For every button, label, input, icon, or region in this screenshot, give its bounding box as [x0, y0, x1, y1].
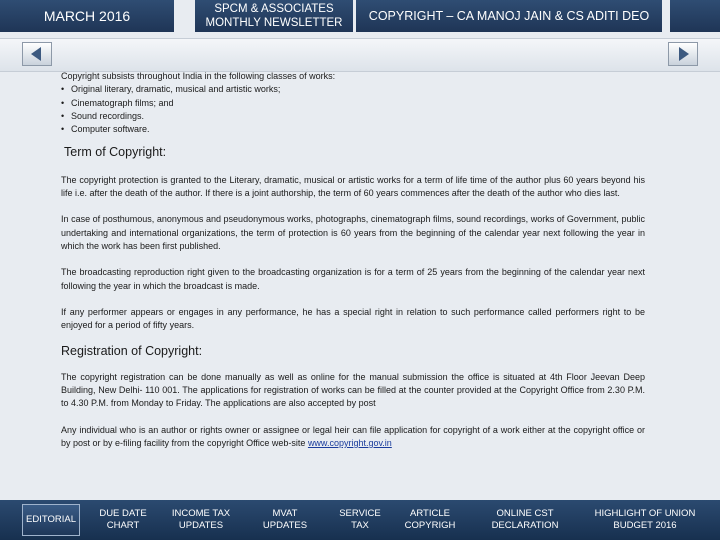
newsletter-title: SPCM & ASSOCIATES MONTHLY NEWSLETTER: [195, 0, 353, 32]
list-item: • Computer software.: [61, 123, 645, 136]
next-page-button[interactable]: [668, 42, 698, 66]
header-right-block: [670, 0, 720, 32]
service-tax-button[interactable]: SERVICE TAX: [339, 508, 381, 531]
term-paragraph: In case of posthumous, anonymous and pseudonymous works, photographs, cinematograph films, sound recordings, works of Government, public undertaking and international organizations, the term of protection is 60 years from the beginning of the calendar year next following the year in which the work has been first published.: [61, 214, 645, 251]
footer-nav: [0, 500, 720, 540]
due-date-chart-button[interactable]: DUE DATE CHART: [99, 508, 147, 531]
header-bar: [0, 0, 720, 36]
copyright-website-link[interactable]: www.copyright.gov.in: [307, 437, 392, 448]
registration-paragraph: [61, 424, 645, 451]
issue-month: MARCH 2016: [0, 0, 174, 32]
list-item: • Sound recordings.: [61, 110, 645, 123]
navigation-bar: [0, 38, 720, 72]
article-content: [61, 70, 645, 463]
registration-heading: Registration of Copyright:: [61, 344, 203, 359]
term-paragraph: If any performer appears or engages in any performance, he has a special right in relation to such performance called performers right to be enjoyed for a period of fifty years.: [61, 306, 645, 331]
term-paragraph: The copyright protection is granted to the Literary, dramatic, musical or artistic works for a term of life time of the author plus 60 years beyond his life i.e. after the death of the author. If there is a joint authorship, the term of 60 years commences after the death of the author who dies last.: [61, 174, 645, 199]
registration-paragraph: The copyright registration can be done manually as well as online for the manual submission the office is situated at 4th Floor Jeevan Deep Building, New Delhi- 110 001. The applications for registration of works can be filled at the counter provided at the Copyright Office from 2.30 P.M. to 4.30 P.M. from Monday to Friday. The applications are also accepted by post: [61, 371, 645, 409]
article-title: COPYRIGHT – CA MANOJ JAIN & CS ADITI DEO: [356, 0, 662, 32]
term-heading: Term of Copyright:: [64, 145, 167, 160]
online-cst-declaration-button[interactable]: ONLINE CST DECLARATION: [491, 508, 559, 531]
union-budget-highlights-button[interactable]: HIGHLIGHT OF UNION BUDGET 2016: [594, 508, 696, 531]
editorial-button[interactable]: EDITORIAL: [22, 504, 80, 536]
previous-page-button[interactable]: [22, 42, 52, 66]
left-arrow-icon: [31, 47, 41, 61]
right-arrow-icon: [679, 47, 689, 61]
article-copyright-button[interactable]: ARTICLE COPYRIGH: [404, 508, 456, 531]
mvat-updates-button[interactable]: MVAT UPDATES: [262, 508, 308, 531]
intro-text: Copyright subsists throughout India in the following classes of works:: [61, 71, 336, 81]
registration-text: Any individual who is an author or rights owner or assignee or legal heir can file application for copyright of a work either at the copyright office or by post or by e-filing facility from the copyright Office web-site: [61, 424, 645, 448]
term-paragraph: The broadcasting reproduction right given to the broadcasting organization is for a term of 25 years from the beginning of the calendar year next following the year in which the broadcast is made.: [61, 267, 645, 291]
list-item: • Original literary, dramatic, musical and artistic works;: [61, 83, 645, 96]
works-list: [61, 83, 645, 136]
income-tax-updates-button[interactable]: INCOME TAX UPDATES: [171, 508, 231, 531]
list-item: • Cinematograph films; and: [61, 97, 645, 110]
